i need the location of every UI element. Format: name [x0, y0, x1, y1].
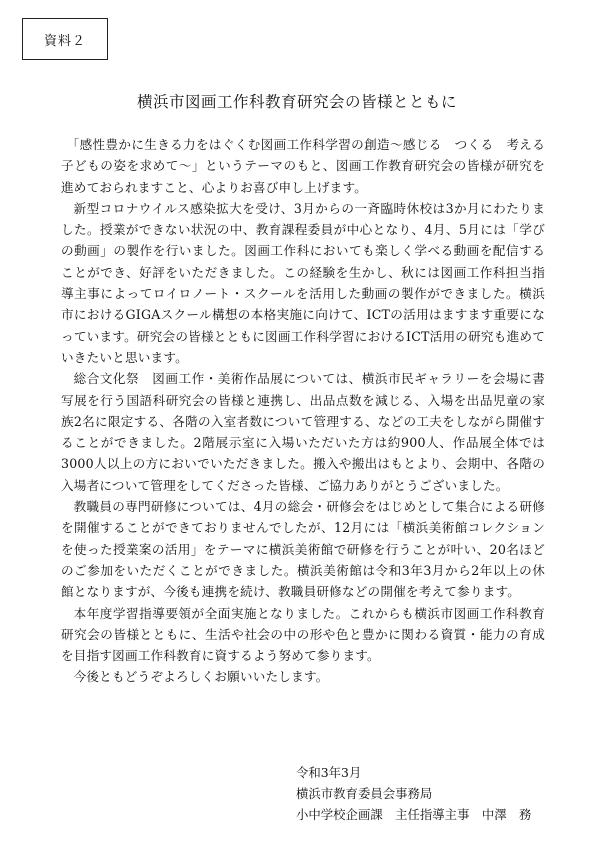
paragraph-1: 「感性豊かに生きる力をはぐくむ図画工作科学習の創造～感じる つくる 考える子どもの姿を求めて～」というテーマのもと、図画工作教育研究会の皆様が研究を進めておられますこと、心よりお喜び申し上げます。 [61, 137, 545, 195]
signature-date: 令和3年3月 [296, 765, 362, 780]
paragraph-3: 総合文化祭 図画工作・美術作品展については、横浜市民ギャラリーを会場に書写展を行う国語科研究会の皆様と連携し、出品点数を減じる、入場を出品児童の家族2名に限定する、各階の入室者数について管理する、などの工夫をしながら開催することができました。2階展示室に入場いただいた方は約900人、作品展全体では3000人以上の方においでいただきました。搬入や搬出はもとより、会期中、各階の入場者について管理をしてくださった皆様、ご協力ありがとうございました。 [61, 371, 545, 493]
paragraph-4: 教職員の専門研修については、4月の総会・研修会をはじめとして集合による研修を開催することができておりませんでしたが、12月には「横浜美術館コレクションを使った授業案の活用」をテーマに横浜美術館で研修を行うことが叶い、20名ほどのご参加をいただくことができました。横浜美術館は令和3年3月から2年以上の休館となりますが、今後も連携を続け、教職員研修などの開催を考えて参ります。 [61, 499, 545, 600]
body-text [61, 134, 545, 688]
signature-block [296, 762, 531, 825]
document-label-box [22, 18, 108, 60]
paragraph-5: 本年度学習指導要領が全面実施となりました。これからも横浜市図画工作科教育研究会の皆様とともに、生活や社会の中の形や色と豊かに関わる資質・能力の育成を目指す図画工作科教育に資するよう努めて参ります。 [61, 605, 545, 664]
paragraph-2: 新型コロナウイルス感染拡大を受け、3月からの一斉臨時休校は3か月にわたりました。授業ができない状況の中、教育課程委員が中心となり、4月、5月には「学びの動画」の製作を行いました。図画工作科においても楽しく学べる動画を配信することができ、好評をいただきました。この経験を生かし、秋には図画工作科担当指導主事によってロイロノート・スクールを活用した動画の製作ができました。横浜市におけるGIGAスクール構想の本格実施に向けて、ICTの活用はますます重要になっています。研究会の皆様とともに図画工作科学習におけるICT活用の研究も進めていきたいと思います。 [61, 200, 545, 365]
document-title: 横浜市図画工作科教育研究会の皆様とともに [136, 93, 457, 111]
paragraph-6: 今後ともどうぞよろしくお願いいたします。 [73, 669, 329, 685]
signature-name: 小中学校企画課 主任指導主事 中澤 務 [296, 807, 532, 822]
document-label: 資料２ [43, 33, 86, 49]
signature-office: 横浜市教育委員会事務局 [296, 786, 433, 801]
